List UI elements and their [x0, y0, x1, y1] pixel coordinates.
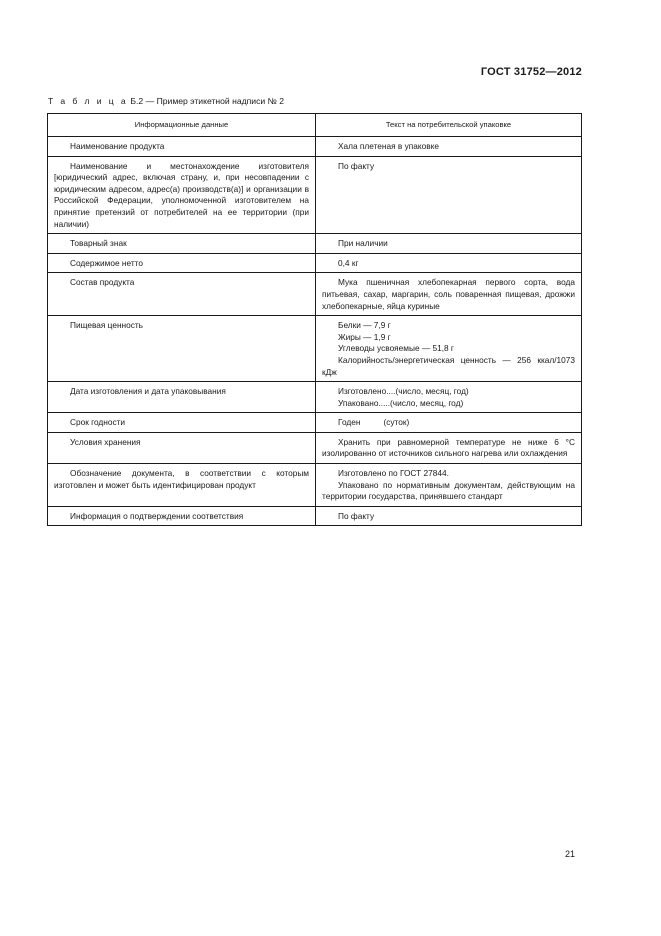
row-value: Годен (суток) [316, 413, 582, 433]
table-header-row [48, 114, 582, 137]
row-value: По факту [316, 156, 582, 234]
row-label: Пищевая ценность [48, 316, 316, 382]
row-value: Мука пшеничная хлебопекарная первого сорта, вода питьевая, сахар, маргарин, соль поваренная пищевая, дрожжи хлебопекарные, яйца куриные [316, 273, 582, 316]
row-label: Условия хранения [48, 432, 316, 463]
row-label: Информация о подтверждении соответствия [48, 506, 316, 526]
row-value-line: Упаковано по нормативным документам, действующим на территории государства, принявшего стандарт [322, 479, 575, 502]
label-table [47, 113, 582, 526]
row-value-line: Изготовлено по ГОСТ 27844. [338, 468, 449, 479]
row-value [316, 382, 582, 413]
column-header-package-text: Текст на потребительской упаковке [316, 114, 582, 137]
table-row [48, 273, 582, 316]
table-row [48, 506, 582, 526]
column-header-info: Информационные данные [48, 114, 316, 137]
row-label: Дата изготовления и дата упаковывания [48, 382, 316, 413]
row-value-line: Калорийность/энергетическая ценность — 256 ккал/1073 кДж [322, 354, 575, 377]
table-row [48, 432, 582, 463]
row-value-line: Белки — 7,9 г [338, 320, 391, 331]
row-label: Товарный знак [48, 234, 316, 254]
table-row [48, 137, 582, 157]
row-value: 0,4 кг [316, 253, 582, 273]
row-label: Срок годности [48, 413, 316, 433]
row-label: Наименование и местонахождение изготовителя [юридический адрес, включая страну, и, при несовпадении с юридическим адресом, адрес(а) производств(а)] и организации в Российской Федерации, уполномоченной изготовителем на принятие претензий от потребителей на ее территории (при наличии) [48, 156, 316, 234]
row-value [316, 464, 582, 507]
row-value-line: Упаковано.....(число, месяц, год) [338, 397, 464, 408]
table-row [48, 413, 582, 433]
row-value-line: Жиры — 1,9 г [338, 331, 391, 342]
row-value-line: Изготовлено....(число, месяц, год) [338, 386, 469, 397]
row-label: Содержимое нетто [48, 253, 316, 273]
table-caption-text: Б.2 — Пример этикетной надписи № 2 [130, 96, 284, 106]
standard-code: ГОСТ 31752—2012 [480, 66, 582, 78]
table-row [48, 156, 582, 234]
table-caption [48, 96, 284, 106]
row-value-line: Углеводы усвояемые — 51,8 г [338, 343, 454, 354]
row-value: Хранить при равномерной температуре не ниже 6 °С изолированно от источников сильного нагрева или охлаждения [316, 432, 582, 463]
table-row [48, 316, 582, 382]
row-value: Хала плетеная в упаковке [316, 137, 582, 157]
page-number: 21 [564, 849, 575, 859]
row-label: Наименование продукта [48, 137, 316, 157]
row-value [316, 316, 582, 382]
table-row [48, 234, 582, 254]
table-row [48, 382, 582, 413]
row-label: Состав продукта [48, 273, 316, 316]
row-label: Обозначение документа, в соответствии с которым изготовлен и может быть идентифицирован продукт [48, 464, 316, 507]
table-caption-label: Т а б л и ц а [48, 96, 128, 106]
row-value: При наличии [316, 234, 582, 254]
row-value: По факту [316, 506, 582, 526]
table-row [48, 464, 582, 507]
table-row [48, 253, 582, 273]
